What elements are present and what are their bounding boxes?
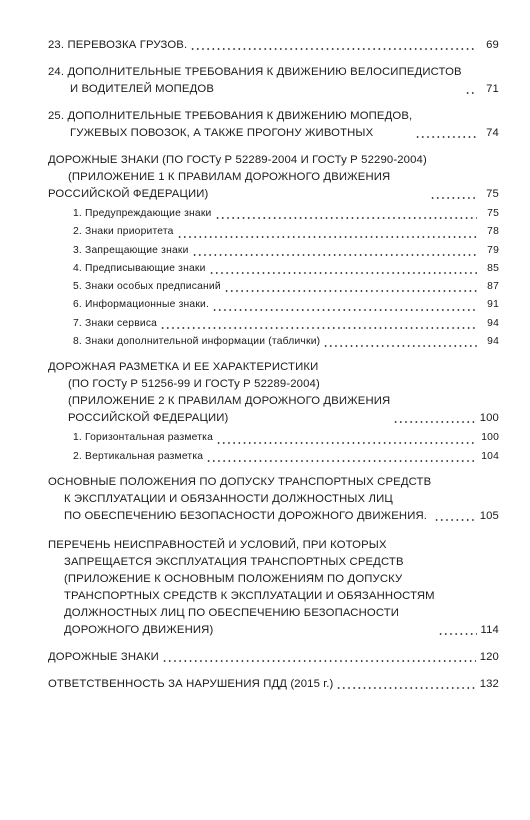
dot-leader — [415, 126, 477, 139]
toc-page-number: 79 — [487, 244, 499, 256]
dot-leader — [438, 623, 477, 636]
dot-leader — [190, 38, 477, 51]
toc-subentry-warning-signs[interactable] — [48, 205, 499, 223]
dot-leader — [212, 299, 477, 312]
toc-entry-title: 5. Знаки особых предписаний — [73, 281, 221, 293]
dot-leader — [224, 280, 477, 293]
toc-subentry-additional-info-signs[interactable] — [48, 333, 499, 351]
dot-leader — [206, 450, 477, 463]
dot-leader — [430, 187, 477, 200]
toc-entry-title-line: ПО ОБЕСПЕЧЕНИЮ БЕЗОПАСНОСТИ ДОРОЖНОГО ДВИЖЕНИЯ. — [64, 509, 428, 522]
dot-leader — [434, 509, 475, 522]
toc-entry-title-line: ОСНОВНЫЕ ПОЛОЖЕНИЯ ПО ДОПУСКУ ТРАНСПОРТНЫХ СРЕДСТВ — [48, 475, 432, 488]
toc-entry-title — [48, 474, 431, 525]
toc-entry-title-line: И ВОДИТЕЛЕЙ МОПЕДОВ — [70, 83, 215, 95]
dot-leader — [160, 317, 477, 330]
toc-subentry-service-signs[interactable] — [48, 315, 499, 333]
toc-page-number: 132 — [479, 677, 499, 690]
toc-entry-title: 2. Знаки приоритета — [73, 226, 174, 238]
toc-entry-title-line: ДОРОЖНАЯ РАЗМЕТКА И ЕЕ ХАРАКТЕРИСТИКИ — [48, 361, 319, 374]
toc-subentry-vertical-marking[interactable] — [48, 448, 499, 466]
dot-leader — [177, 226, 477, 239]
dot-leader — [465, 82, 477, 95]
toc-entry-title — [48, 108, 412, 142]
toc-entry-road-signs[interactable] — [48, 649, 499, 666]
toc-entry-title: ОТВЕТСТВЕННОСТЬ ЗА НАРУШЕНИЯ ПДД (2015 г.) — [48, 677, 334, 690]
toc-page-number: 94 — [487, 336, 499, 348]
toc-page-number: 69 — [486, 39, 499, 51]
toc-entry-title — [48, 37, 187, 54]
toc-entry-24[interactable] — [48, 64, 499, 98]
toc-entry-title: 1. Горизонтальная разметка — [73, 432, 214, 444]
toc-entry-malfunctions-list[interactable] — [48, 537, 499, 639]
toc-entry-title-line: 24. ДОПОЛНИТЕЛЬНЫЕ ТРЕБОВАНИЯ К ДВИЖЕНИЮ ВЕЛОСИПЕДИСТОВ — [48, 66, 462, 78]
toc-entry-title-line: (ПРИЛОЖЕНИЕ К ОСНОВНЫМ ПОЛОЖЕНИЯМ ПО ДОПУСКУ — [64, 572, 403, 585]
toc-page-number: 100 — [479, 412, 499, 425]
toc-page-number: 75 — [487, 208, 499, 219]
toc-entry-title-line: ЗАПРЕЩАЕТСЯ ЭКСПЛУАТАЦИЯ ТРАНСПОРТНЫХ СРЕДСТВ — [64, 555, 404, 568]
dot-leader — [336, 677, 475, 690]
dot-leader — [215, 207, 478, 220]
toc-entry-title-line: РОССИЙСКОЙ ФЕДЕРАЦИИ) — [68, 412, 229, 425]
toc-entry-title: 1. Предупреждающие знаки — [73, 208, 212, 219]
toc-entry-title-line: (ПО ГОСТу Р 51256-99 И ГОСТу Р 52289-2004) — [68, 378, 320, 391]
toc-entry-road-markings[interactable] — [48, 359, 499, 427]
toc-entry-title-line: ГУЖЕВЫХ ПОВОЗОК, А ТАКЖЕ ПРОГОНУ ЖИВОТНЫХ — [70, 127, 374, 139]
toc-page-number: 100 — [481, 432, 499, 444]
toc-entry-23[interactable] — [48, 37, 499, 54]
dot-leader — [393, 411, 475, 424]
toc-page-number: 94 — [487, 317, 499, 329]
toc-entry-title — [48, 152, 427, 203]
toc-page-number: 74 — [486, 127, 499, 139]
dot-leader — [216, 432, 477, 445]
toc-entry-title: 4. Предписывающие знаки — [73, 262, 206, 274]
table-of-contents — [48, 37, 499, 693]
toc-entry-title-line: 23. ПЕРЕВОЗКА ГРУЗОВ. — [48, 39, 188, 51]
toc-entry-title: 2. Вертикальная разметка — [73, 450, 204, 462]
toc-subentry-special-regulation-signs[interactable] — [48, 278, 499, 296]
toc-entry-title-line: (ПРИЛОЖЕНИЕ 2 К ПРАВИЛАМ ДОРОЖНОГО ДВИЖЕНИЯ — [68, 395, 391, 408]
toc-page-number: 91 — [487, 299, 499, 311]
dot-leader — [209, 262, 477, 275]
toc-entry-title — [48, 537, 435, 639]
toc-entry-title-line: ТРАНСПОРТНЫХ СРЕДСТВ К ЭКСПЛУАТАЦИИ И ОБЯЗАННОСТЯМ — [64, 589, 435, 602]
toc-page-number: 120 — [479, 650, 499, 663]
toc-entry-title-line: РОССИЙСКОЙ ФЕДЕРАЦИИ) — [48, 188, 209, 200]
toc-entry-title: 8. Знаки дополнительной информации (таблички) — [73, 336, 321, 348]
toc-subentry-priority-signs[interactable] — [48, 223, 499, 241]
toc-entry-title-line: ДОЛЖНОСТНЫХ ЛИЦ ПО ОБЕСПЕЧЕНИЮ БЕЗОПАСНОСТИ — [64, 606, 400, 619]
toc-page-number: 75 — [486, 188, 499, 200]
toc-entry-title-line: ДОРОЖНОГО ДВИЖЕНИЯ) — [64, 623, 214, 636]
toc-entry-title: ДОРОЖНЫЕ ЗНАКИ — [48, 650, 159, 663]
toc-subentry-horizontal-marking[interactable] — [48, 429, 499, 447]
toc-page-number: 85 — [487, 262, 499, 274]
toc-entry-responsibility[interactable] — [48, 676, 499, 693]
toc-page-number: 104 — [481, 450, 499, 462]
dot-leader — [323, 335, 477, 348]
toc-entry-title: 7. Знаки сервиса — [73, 317, 158, 329]
dot-leader — [192, 244, 477, 257]
toc-entry-title: 6. Информационные знаки. — [73, 299, 210, 311]
toc-entry-title-line: ДОРОЖНЫЕ ЗНАКИ (ПО ГОСТу Р 52289-2004 И ГОСТу Р 52290-2004) — [48, 154, 427, 166]
toc-entry-title — [48, 64, 462, 98]
toc-page-number: 105 — [479, 509, 499, 522]
toc-entry-25[interactable] — [48, 108, 499, 142]
toc-entry-title-line: К ЭКСПЛУАТАЦИИ И ОБЯЗАННОСТИ ДОЛЖНОСТНЫХ ЛИЦ — [64, 492, 393, 505]
toc-page-number: 78 — [487, 226, 499, 238]
dot-leader — [162, 650, 476, 663]
toc-entry-title-line: (ПРИЛОЖЕНИЕ 1 К ПРАВИЛАМ ДОРОЖНОГО ДВИЖЕНИЯ — [68, 171, 391, 183]
toc-page-number: 114 — [480, 623, 499, 636]
toc-page-number: 71 — [486, 83, 499, 95]
toc-page-number: 87 — [487, 281, 499, 293]
toc-entry-title: 3. Запрещающие знаки — [73, 244, 189, 256]
toc-subentry-prohibitory-signs[interactable] — [48, 242, 499, 260]
toc-entry-title-line: 25. ДОПОЛНИТЕЛЬНЫЕ ТРЕБОВАНИЯ К ДВИЖЕНИЮ МОПЕДОВ, — [48, 110, 413, 122]
toc-entry-title — [48, 359, 390, 427]
toc-entry-basic-provisions[interactable] — [48, 474, 499, 525]
toc-entry-road-signs-appendix[interactable] — [48, 152, 499, 203]
toc-entry-title-line: ПЕРЕЧЕНЬ НЕИСПРАВНОСТЕЙ И УСЛОВИЙ, ПРИ КОТОРЫХ — [48, 538, 387, 551]
toc-subentry-information-signs[interactable] — [48, 296, 499, 314]
toc-subentry-mandatory-signs[interactable] — [48, 260, 499, 278]
